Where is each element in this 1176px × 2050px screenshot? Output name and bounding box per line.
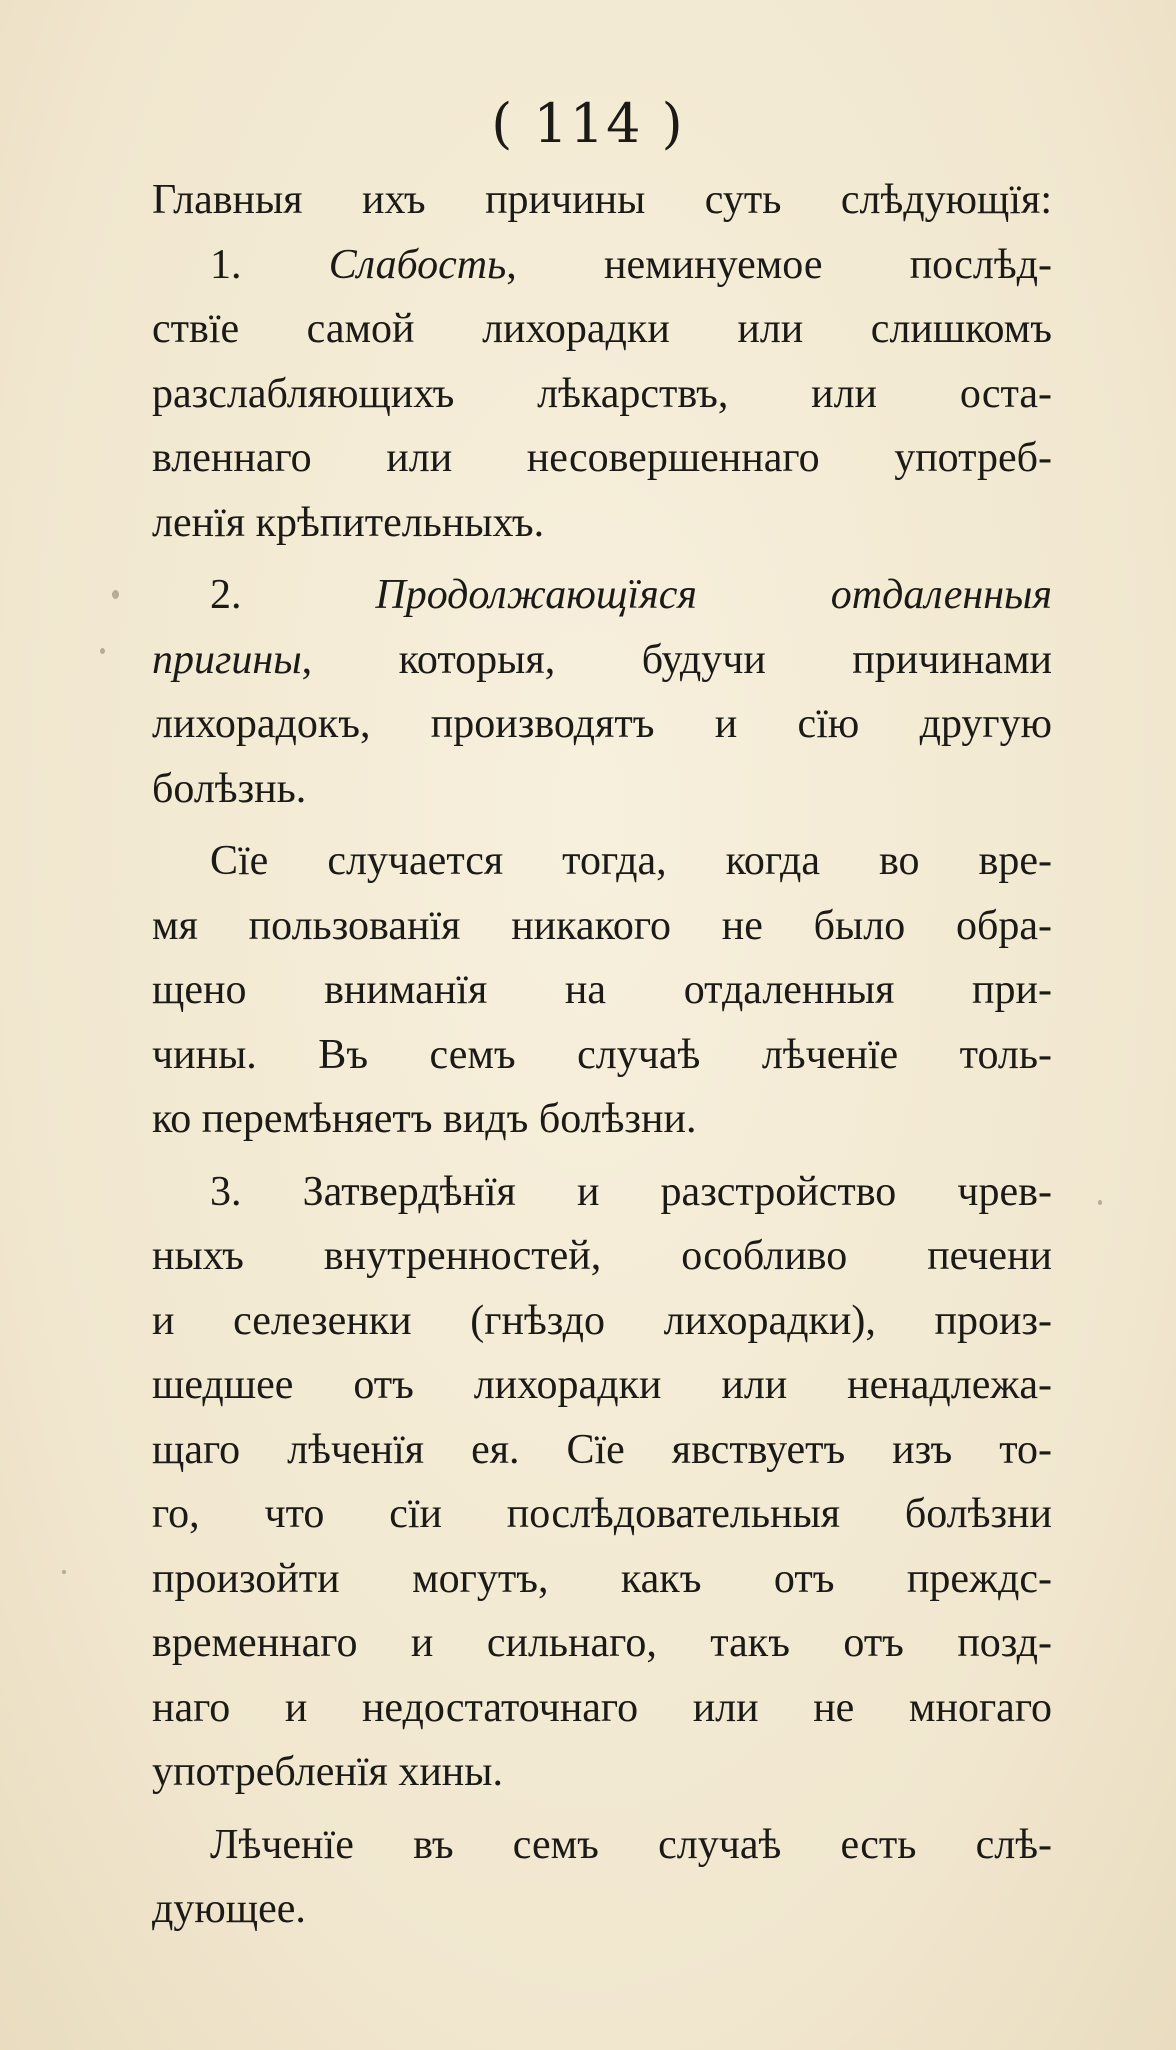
text-line-23: временнаго и сильнаго, такъ отъ позд- (152, 1620, 1052, 1666)
text-line-16: 3. Затвердѣнїя и разстройство чрев- (210, 1168, 1052, 1215)
paper-speck (1098, 1200, 1102, 1205)
text-line-4: разслабляющихъ лѣкарствъ, или оста- (152, 370, 1052, 417)
text-line-18: и селезенки (гнѣздо лихорадки), произ- (152, 1297, 1052, 1344)
text-line-2: 1. Слабость, неминуемое послѣд- (210, 241, 1052, 288)
text-line-7: 2. Продолжающїяся отдаленныя (210, 572, 1053, 618)
text-line-20: щаго лѣченїя ея. Сїе явствуетъ изъ то- (152, 1426, 1052, 1473)
page-number: ( 114 ) (491, 92, 685, 155)
text-line-26: Лѣченїе въ семъ случаѣ есть слѣ- (210, 1821, 1052, 1868)
text-line-9: лихорадокъ, производятъ и сїю другую (152, 701, 1052, 747)
text-line-22: произойти могутъ, какъ отъ преждс- (152, 1555, 1052, 1602)
paper-speck (112, 590, 119, 599)
text-line-1: Главныя ихъ причины суть слѣдующїя: (152, 177, 1052, 223)
text-line-10: болѣзнь. (152, 765, 307, 812)
text-line-27: дующее. (152, 1886, 306, 1932)
text-line-14: чины. Въ семъ случаѣ лѣченїе толь- (152, 1031, 1052, 1078)
text-line-15: ко перемѣняетъ видъ болѣзни. (152, 1096, 697, 1142)
text-line-24: наго и недостаточнаго или не многаго (152, 1684, 1052, 1731)
body-text (152, 168, 1052, 1942)
text-line-25: употребленїя хины. (152, 1749, 503, 1795)
text-line-17: ныхъ внутренностей, особливо печени (152, 1233, 1052, 1279)
text-line-13: щено вниманїя на отдаленныя при- (152, 967, 1052, 1013)
text-line-12: мя пользованїя никакого не было обра- (152, 902, 1052, 949)
text-line-5: вленнаго или несовершеннаго употреб- (152, 435, 1052, 481)
paper-speck (100, 648, 105, 654)
text-line-19: шедшее отъ лихорадки или ненадлежа- (152, 1362, 1052, 1408)
text-line-11: Сїе случается тогда, когда во вре- (210, 838, 1052, 884)
text-line-3: ствїе самой лихорадки или слишкомъ (152, 306, 1052, 352)
paper-speck (62, 1570, 66, 1574)
text-line-21: го, что сїи послѣдовательныя болѣзни (152, 1491, 1052, 1537)
text-line-6: ленїя крѣпительныхъ. (152, 499, 545, 546)
text-line-8: пригины, которыя, будучи причинами (152, 636, 1052, 683)
